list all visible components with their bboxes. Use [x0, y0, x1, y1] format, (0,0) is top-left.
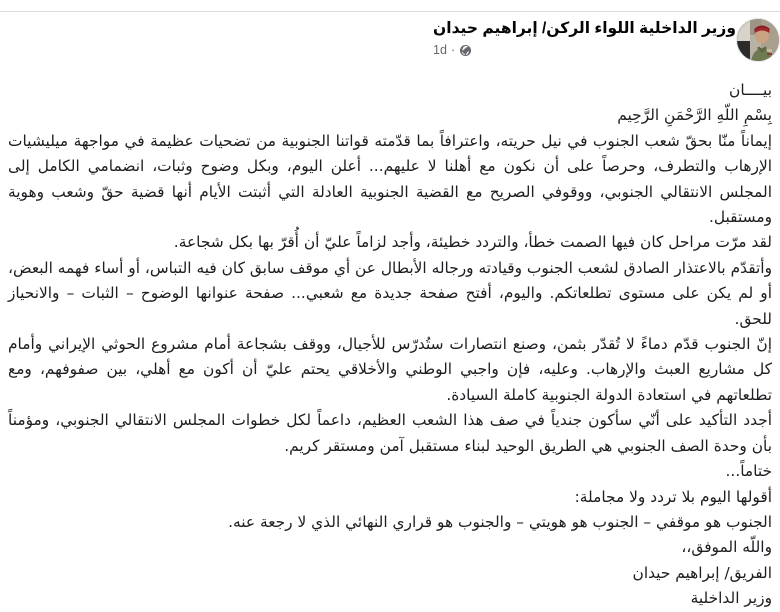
post-declaration-intro: أقولها اليوم بلا تردد ولا مجاملة:	[574, 487, 772, 506]
post-paragraph-1: إيماناً منّا بحقّ شعب الجنوب في نيل حريته، واعترافاً بما قدّمته قواتنا الجنوبية من تضحيات عظيمة في مواجهة ميليشيات الإرهاب والتطرف، وحرصاً على أن نكون مع أهلنا لا عليهم... أعلن اليوم، وبكل وضوح وثبات، انضمامي الكامل إلى المجلس الانتقالي الجنوبي، ووقوفي الصريح مع القضية الجنوبية العادلة التي أثبتت الأيام أنها قضية حقّ وشعب وهوية ومستقبل.	[8, 131, 772, 227]
globe-icon[interactable]	[459, 44, 472, 57]
post-header	[0, 18, 780, 74]
post-title: بيــــان	[729, 81, 772, 99]
post-meta	[433, 42, 472, 58]
author-name[interactable]: وزير الداخلية اللواء الركن/ إبراهيم حيدان	[433, 20, 736, 37]
globe-icon-svg	[459, 44, 472, 57]
post-paragraph-3: وأتقدّم بالاعتذار الصادق لشعب الجنوب وقيادته ورجاله الأبطال عن أي موقف سابق كان فيه التباس، أو أساء فهمه البعض، أو لم يكن على مستوى تطلعاتكم. واليوم، أفتح صفحة جديدة مع شعبي... صفحة عنوانها الوضوح – الثبات – والانحياز للحق.	[8, 258, 772, 328]
top-divider	[0, 11, 780, 12]
post-timestamp[interactable]: 1d	[433, 43, 447, 57]
post-paragraph-5: أجدد التأكيد على أنّي سأكون جندياً في صف هذا الشعب العظيم، داعماً لكل خطوات المجلس الانتقالي الجنوبي، ومؤمناً بأن وحدة الصف الجنوبي هي الطريق الوحيد لبناء مستقبل آمن ومستقر كريم.	[8, 411, 772, 455]
post-header-text	[433, 18, 736, 58]
post-closing: ختاماً...	[725, 462, 772, 481]
signature-name: الفريق/ إبراهيم حيدان	[632, 563, 772, 582]
meta-separator: ·	[450, 43, 456, 57]
post-paragraph-4: إنّ الجنوب قدّم دماءً لا تُقدّر بثمن، وصنع انتصارات ستُدرّس للأجيال، ووقف بشجاعة أمام مشروع الحوثي الإيراني وأمام كل مشاريع العبث والإرهاب. وعليه، فإن واجبي الوطني والأخلاقي يحتم عليّ أن أكون مع أهلي، بين صفوفهم، ومع تطلعاتهم في استعادة الدولة الجنوبية كاملة السيادة.	[8, 335, 772, 404]
post-benediction: واللّه الموفق،،	[681, 538, 772, 557]
post-basmala: بِسْمِ اللّهِ الرَّحْمَنِ الرَّحِيم	[617, 106, 772, 125]
avatar[interactable]	[736, 18, 780, 62]
avatar-image	[737, 19, 780, 62]
signature-title: وزير الداخلية	[690, 589, 772, 608]
post-declaration: الجنوب هو موقفي – الجنوب هو هويتي – والجنوب هو قراري النهائي الذي لا رجعة عنه.	[228, 512, 772, 531]
post-body	[8, 78, 772, 612]
post-paragraph-2: لقد مرّت مراحل كان فيها الصمت خطأ، والتردد خطيئة، وأجد لزاماً عليّ أن أُقرّ بها بكل شجاعة.	[173, 233, 772, 252]
